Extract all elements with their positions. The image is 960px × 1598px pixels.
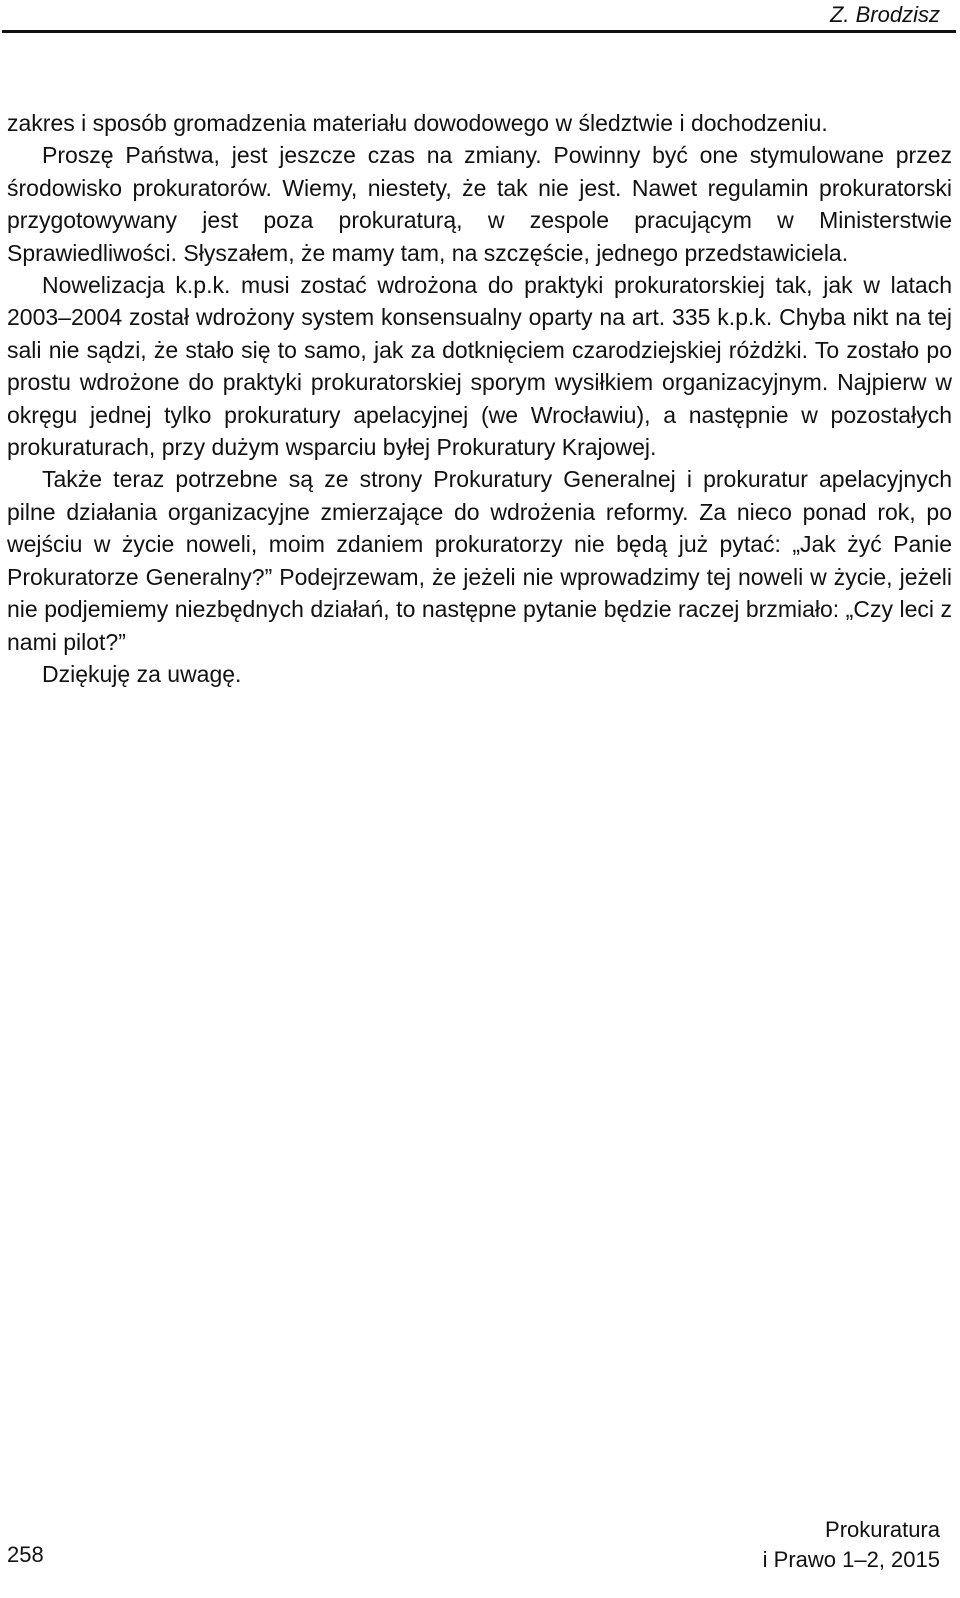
paragraph: Dziękuję za uwagę. <box>42 660 242 687</box>
paragraph: Nowelizacja k.p.k. musi zostać wdrożona do praktyki prokuratorskiej tak, jak w latach 2003–2004 został wdrożony system konsensualny oparty na art. 335 k.p.k. Chyba nikt na tej sali nie sądzi, że stało się to samo, jak za dotknięciem czarodziejskiej różdżki. To zostało po prostu wdrożone do praktyki prokuratorskiej sporym wysiłkiem organizacyjnym. Najpierw w okręgu jednej tylko prokuratury apelacyjnej (we Wrocławiu), a następnie w pozostałych prokuraturach, przy dużym wsparciu byłej Prokuratury Krajowej. <box>7 272 952 461</box>
journal-issue: i Prawo 1–2, 2015 <box>762 1547 940 1572</box>
paragraph: zakres i sposób gromadzenia materiału dowodowego w śledztwie i dochodzeniu. <box>7 110 828 136</box>
running-head-author: Z. Brodzisz <box>829 2 940 27</box>
paragraph: Proszę Państwa, jest jeszcze czas na zmiany. Powinny być one stymulowane przez środowisko prokuratorów. Wiemy, niestety, że tak nie jest. Nawet regulamin prokuratorski przygotowywany jest poza prokuraturą, w zespole pracującym w Ministerstwie Sprawiedliwości. Słyszałem, że mamy tam, na szczęście, jednego przedstawiciela. <box>7 142 952 266</box>
journal-title: Prokuratura <box>825 1517 940 1542</box>
paragraph: Także teraz potrzebne są ze strony Prokuratury Generalnej i prokuratur apelacyjnych pilne działania organizacyjne zmierzające do wdrożenia reformy. Za nieco ponad rok, po wejściu w życie noweli, moim zdaniem prokuratorzy nie będą już pytać: „Jak żyć Panie Prokuratorze Generalny?” Podejrzewam, że jeżeli nie wprowadzimy tej noweli w życie, jeżeli nie podjemiemy niezbędnych działań, to następne pytanie będzie raczej brzmiało: „Czy leci z nami pilot?” <box>7 466 952 655</box>
journal-footer <box>763 1515 940 1575</box>
article-body <box>7 107 952 690</box>
header-rule <box>2 30 956 33</box>
page-number: 258 <box>7 1542 44 1567</box>
